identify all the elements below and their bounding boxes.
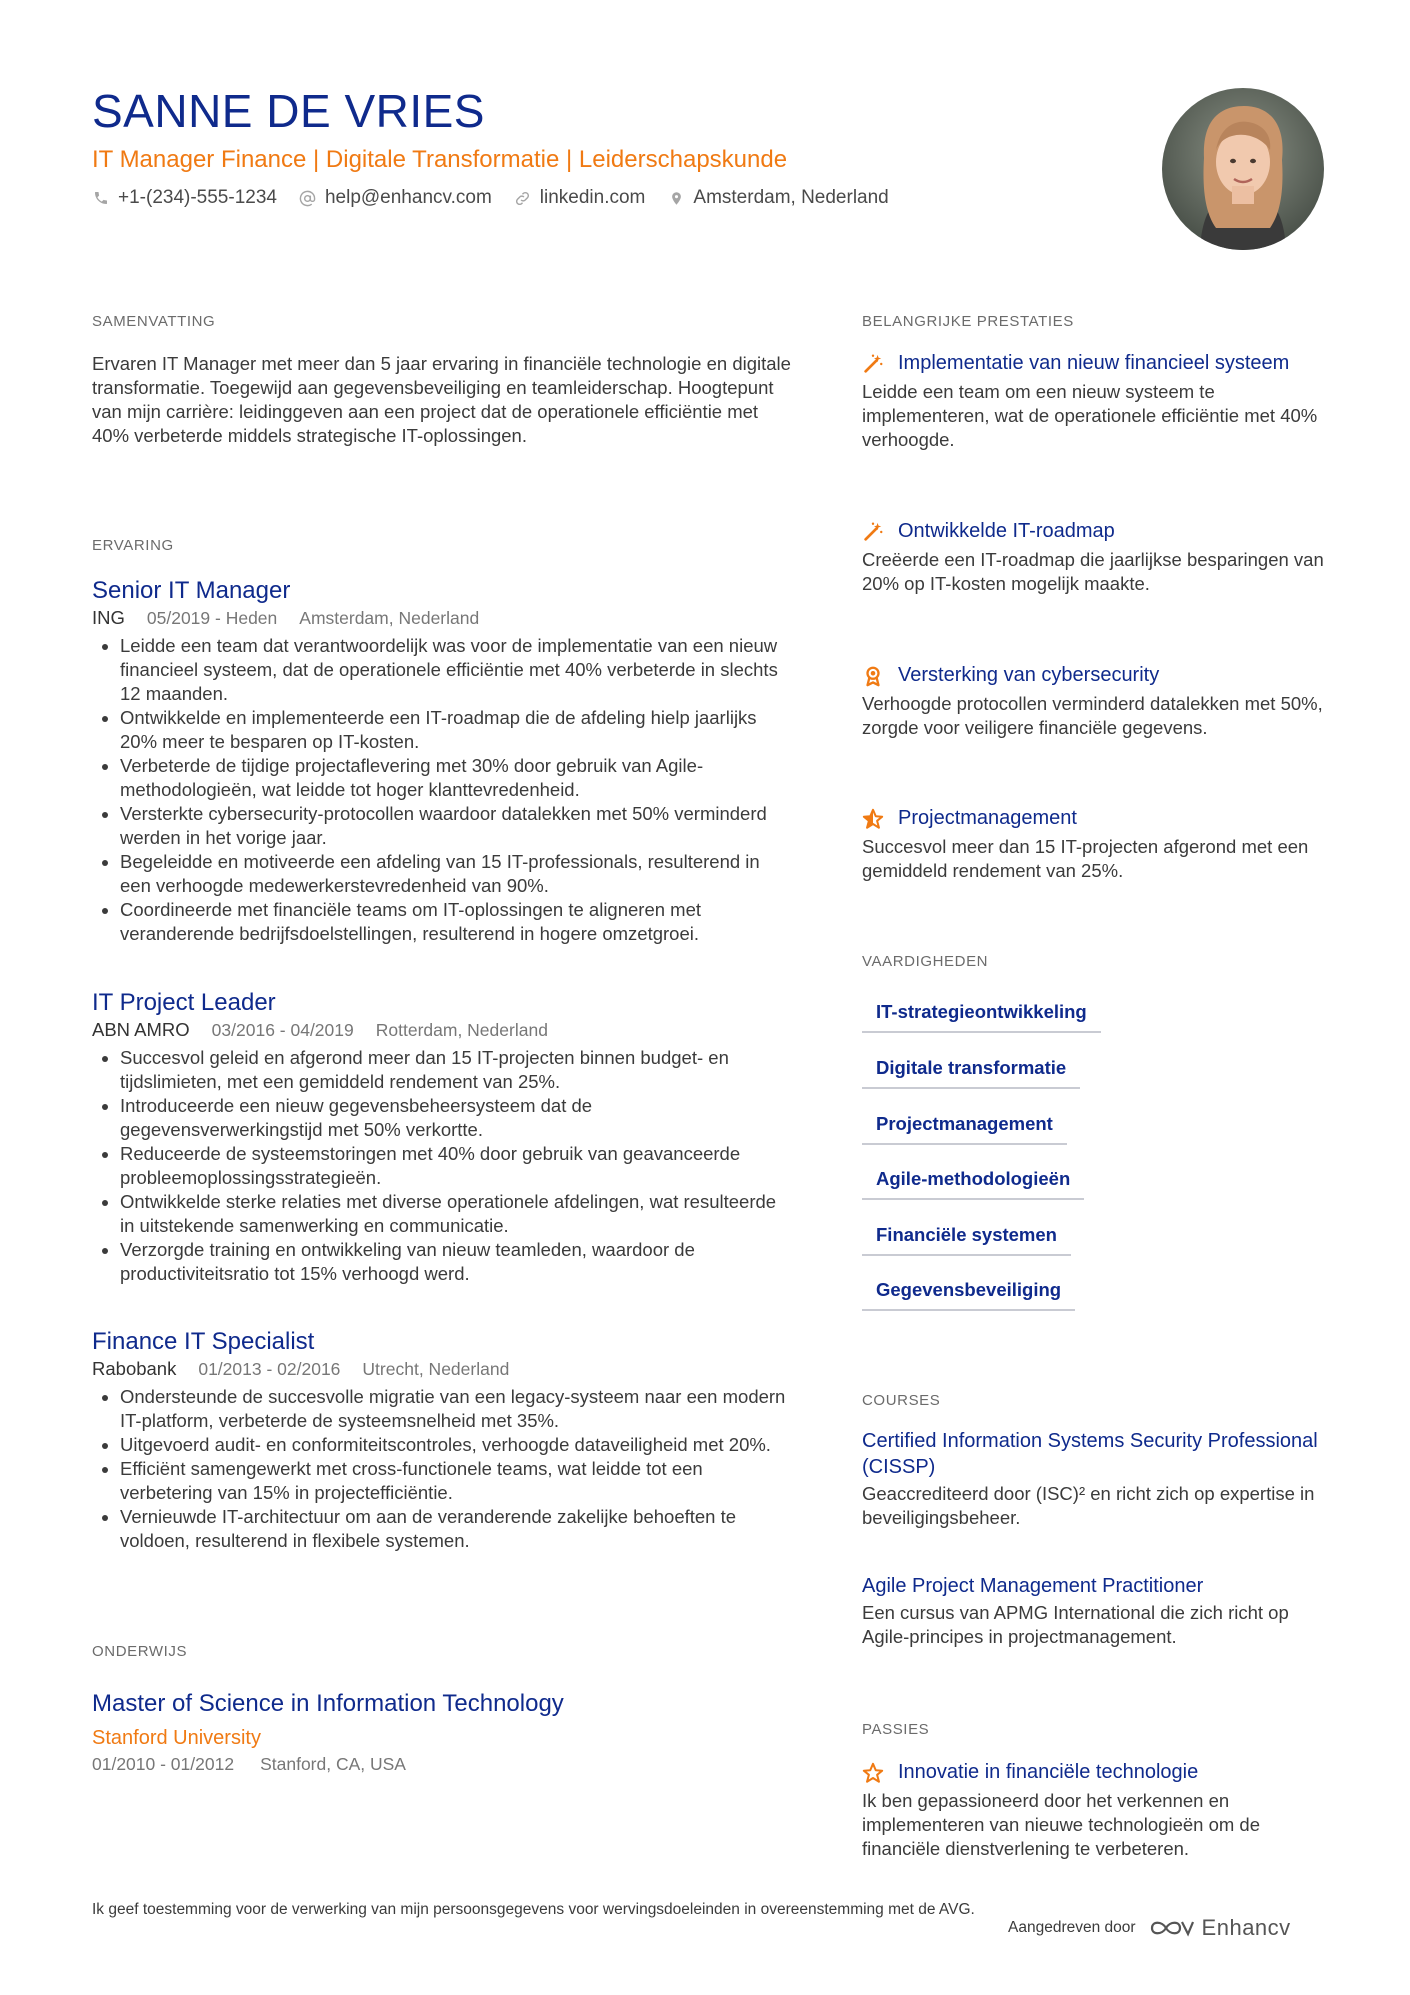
achievements-section-title: BELANGRIJKE PRESTATIES xyxy=(862,313,1074,330)
skills-section-title: VAARDIGHEDEN xyxy=(862,953,989,970)
passion-title: Innovatie in financiële technologie xyxy=(898,1761,1199,1783)
education-meta xyxy=(92,1754,406,1775)
skill-tag: Gegevensbeveiliging xyxy=(862,1279,1075,1311)
achievement-desc: Verhoogde protocollen verminderd datalekken met 50%, zorgde voor veiligere financiële gegevens. xyxy=(862,693,1323,738)
job-company: ING xyxy=(92,607,125,628)
skill-tag: Agile-methodologieën xyxy=(862,1168,1084,1200)
job-entry xyxy=(92,576,792,946)
magic-wand-icon xyxy=(862,353,884,375)
job-bullet: • Ondersteunde de succesvolle migratie van een legacy-systeem naar een modern IT-platform, verbeterde de systeemsnelheid met 35%. xyxy=(120,1385,792,1433)
powered-by[interactable] xyxy=(1008,1915,1291,1941)
brand-name: Enhancv xyxy=(1201,1915,1291,1940)
phone-text: +1-(234)-555-1234 xyxy=(118,187,277,208)
contact-bar xyxy=(92,187,911,209)
contact-linkedin[interactable] xyxy=(514,187,646,209)
job-bullet: • Versterkte cybersecurity-protocollen waardoor datalekken met 50% verminderd werden in het vorige jaar. xyxy=(120,802,792,850)
job-meta xyxy=(92,1357,792,1381)
job-bullets xyxy=(92,1385,792,1553)
experience-section-title: ERVARING xyxy=(92,537,174,554)
enhancv-logo-icon xyxy=(1148,1917,1194,1939)
job-bullet: • Begeleidde en motiveerde een afdeling van 15 IT-professionals, resulterend in een verhoogde medewerkerstevredenheid van 90%. xyxy=(120,850,792,898)
job-bullet: • Uitgevoerd audit- en conformiteitscontroles, verhoogde dataveiligheid met 20%. xyxy=(120,1433,792,1457)
candidate-name: SANNE DE VRIES xyxy=(92,85,485,137)
location-text: Amsterdam, Nederland xyxy=(693,187,889,208)
job-title: Senior IT Manager xyxy=(92,577,291,604)
contact-location xyxy=(667,187,888,209)
courses-section-title: COURSES xyxy=(862,1392,941,1409)
job-meta xyxy=(92,606,792,630)
job-company: ABN AMRO xyxy=(92,1019,190,1040)
job-bullet: • Efficiënt samengewerkt met cross-functionele teams, wat leidde tot een verbetering van 15% in projectefficiëntie. xyxy=(120,1457,792,1505)
magic-wand-icon xyxy=(862,521,884,543)
link-icon xyxy=(514,189,532,207)
skill-tag: Digitale transformatie xyxy=(862,1057,1080,1089)
achievement-desc: Creëerde een IT-roadmap die jaarlijkse besparingen van 20% op IT-kosten mogelijk maakte. xyxy=(862,549,1324,594)
job-dates: 03/2016 - 04/2019 xyxy=(211,1020,354,1040)
achievement-item xyxy=(862,350,1332,452)
gdpr-consent-note: Ik geef toestemming voor de verwerking van mijn persoonsgegevens voor wervingsdoeleinden in overeenstemming met de AVG. xyxy=(92,1901,975,1918)
education-location: Stanford, CA, USA xyxy=(260,1754,406,1774)
education-dates: 01/2010 - 01/2012 xyxy=(92,1754,235,1774)
job-bullets xyxy=(92,1046,792,1286)
achievement-title: Implementatie van nieuw financieel systeem xyxy=(898,352,1290,374)
course-desc: Geaccrediteerd door (ISC)² en richt zich op expertise in beveiligingsbeheer. xyxy=(862,1483,1315,1528)
job-dates: 05/2019 - Heden xyxy=(146,608,278,628)
job-title: IT Project Leader xyxy=(92,989,276,1016)
job-bullet: • Ontwikkelde sterke relaties met diverse operationele afdelingen, wat resulteerde in uitstekende samenwerking en communicatie. xyxy=(120,1190,792,1238)
course-desc: Een cursus van APMG International die zich richt op Agile-principes in projectmanagement. xyxy=(862,1602,1289,1647)
achievement-desc: Succesvol meer dan 15 IT-projecten afgerond met een gemiddeld rendement van 25%. xyxy=(862,836,1309,881)
job-bullet: • Verbeterde de tijdige projectaflevering met 30% door gebruik van Agile-methodologieën, wat leidde tot hoger klanttevredenheid. xyxy=(120,754,792,802)
powered-by-label: Aangedreven door xyxy=(1008,1919,1136,1936)
skill-tag: Projectmanagement xyxy=(862,1113,1067,1145)
map-pin-icon xyxy=(667,189,685,207)
linkedin-text: linkedin.com xyxy=(539,187,646,208)
achievement-title: Ontwikkelde IT-roadmap xyxy=(898,520,1115,542)
job-location: Utrecht, Nederland xyxy=(362,1359,510,1379)
achievement-title: Projectmanagement xyxy=(898,807,1077,829)
summary-section-title: SAMENVATTING xyxy=(92,313,216,330)
course-item xyxy=(862,1573,1332,1649)
skill-tag: Financiële systemen xyxy=(862,1224,1071,1256)
job-bullet: • Coordineerde met financiële teams om IT-oplossingen te aligneren met veranderende bedrijfsdoelstellingen, resulterend in hogere omzetgroei. xyxy=(120,898,792,946)
job-title: Finance IT Specialist xyxy=(92,1328,315,1355)
course-title: Certified Information Systems Security Professional (CISSP) xyxy=(862,1430,1318,1478)
award-icon xyxy=(862,665,884,687)
passion-desc: Ik ben gepassioneerd door het verkennen en implementeren van nieuwe technologieën om de financiële dienstverlening te verbeteren. xyxy=(862,1790,1261,1859)
job-location: Amsterdam, Nederland xyxy=(299,608,480,628)
job-meta xyxy=(92,1018,792,1042)
skill-tag: IT-strategieontwikkeling xyxy=(862,1001,1101,1033)
job-bullet: • Vernieuwde IT-architectuur om aan de veranderende zakelijke behoeften te voldoen, resulterend in flexibele systemen. xyxy=(120,1505,792,1553)
profile-photo xyxy=(1162,88,1324,250)
at-sign-icon xyxy=(299,189,317,207)
contact-phone[interactable] xyxy=(92,187,277,209)
phone-icon xyxy=(92,189,110,207)
star-half-icon xyxy=(862,808,884,830)
contact-email[interactable] xyxy=(299,187,492,209)
achievement-item xyxy=(862,805,1332,883)
course-title: Agile Project Management Practitioner xyxy=(862,1575,1204,1597)
achievement-title: Versterking van cybersecurity xyxy=(898,664,1160,686)
job-bullet: • Ontwikkelde en implementeerde een IT-roadmap die de afdeling hielp jaarlijks 20% meer te besparen op IT-kosten. xyxy=(120,706,792,754)
job-bullet: • Reduceerde de systeemstoringen met 40% door gebruik van geavanceerde probleemoplossingsstrategieën. xyxy=(120,1142,792,1190)
job-bullet: • Verzorgde training en ontwikkeling van nieuw teamleden, waardoor de productiviteitsratio tot 15% verhoogd werd. xyxy=(120,1238,792,1286)
passion-item xyxy=(862,1759,1332,1861)
achievement-desc: Leidde een team om een nieuw systeem te implementeren, wat de operationele efficiëntie met 40% verhoogde. xyxy=(862,381,1318,450)
job-bullet: • Leidde een team dat verantwoordelijk was voor de implementatie van een nieuw financieel systeem, dat de operationele efficiëntie met 40% verbeterde in slechts 12 maanden. xyxy=(120,634,792,706)
star-icon xyxy=(862,1762,884,1784)
summary-text: Ervaren IT Manager met meer dan 5 jaar ervaring in financiële technologie en digitale transformatie. Toegewijd aan gegevensbeveiliging en teamleiderschap. Hoogtepunt van mijn carrière: leidinggeven aan een project dat de operationele efficiëntie met 40% verbeterde middels strategische IT-oplossingen. xyxy=(92,353,791,446)
candidate-headline: IT Manager Finance | Digitale Transformatie | Leiderschapskunde xyxy=(92,146,788,173)
email-text: help@enhancv.com xyxy=(324,187,492,208)
job-entry xyxy=(92,988,792,1286)
job-dates: 01/2013 - 02/2016 xyxy=(198,1359,341,1379)
job-location: Rotterdam, Nederland xyxy=(375,1020,548,1040)
job-company: Rabobank xyxy=(92,1358,177,1379)
job-bullet: • Succesvol geleid en afgerond meer dan 15 IT-projecten binnen budget- en tijdslimieten, met een gemiddeld rendement van 25%. xyxy=(120,1046,792,1094)
education-section-title: ONDERWIJS xyxy=(92,1643,188,1660)
achievement-item xyxy=(862,662,1332,740)
job-bullets xyxy=(92,634,792,946)
passions-section-title: PASSIES xyxy=(862,1721,930,1738)
course-item xyxy=(862,1428,1332,1530)
job-entry xyxy=(92,1327,792,1553)
achievement-item xyxy=(862,518,1332,596)
job-bullet: • Introduceerde een nieuw gegevensbeheersysteem dat de gegevensverwerkingstijd met 50% verkortte. xyxy=(120,1094,792,1142)
education-degree: Master of Science in Information Technology xyxy=(92,1690,564,1717)
education-school: Stanford University xyxy=(92,1727,261,1749)
